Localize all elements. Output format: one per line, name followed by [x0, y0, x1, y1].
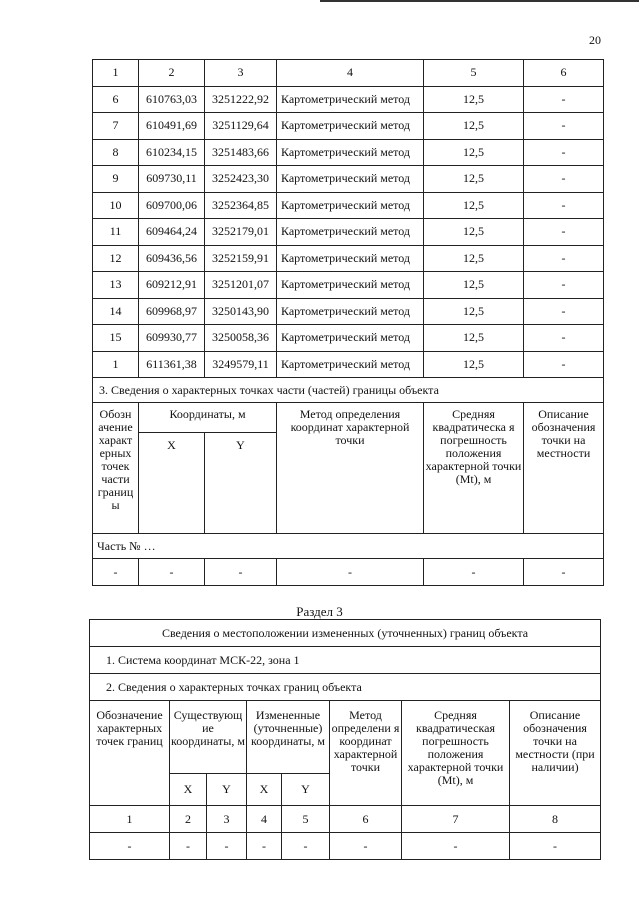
dash-cell: -	[330, 833, 402, 860]
dash-cell: -	[93, 559, 139, 586]
number-cell: 4	[247, 806, 282, 833]
header-cell: 5	[424, 60, 524, 87]
description-cell: -	[524, 192, 604, 219]
col-accuracy-header: Средняя квадратическая погрешность положения характерной точки (Mt), м	[402, 701, 510, 806]
table-row	[93, 139, 604, 166]
accuracy-cell: 12,5	[424, 272, 524, 299]
coordinate-system: 1. Система координат МСК-22, зона 1	[90, 647, 601, 674]
col-description-header: Описание обозначения точки на местности	[524, 403, 604, 534]
accuracy-cell: 12,5	[424, 325, 524, 352]
part-label: Часть № …	[93, 534, 604, 559]
point-number-cell: 12	[93, 245, 139, 272]
coord-x-cell: 609212,91	[139, 272, 205, 299]
table-row	[93, 245, 604, 272]
point-number-cell: 13	[93, 272, 139, 299]
col-x-header: X	[139, 433, 205, 534]
method-cell: Картометрический метод	[277, 192, 424, 219]
method-cell: Картометрический метод	[277, 325, 424, 352]
accuracy-cell: 12,5	[424, 192, 524, 219]
table-row	[93, 351, 604, 378]
description-cell: -	[524, 86, 604, 113]
accuracy-cell: 12,5	[424, 139, 524, 166]
col-y-existing: Y	[207, 774, 247, 806]
method-cell: Картометрический метод	[277, 245, 424, 272]
dash-cell: -	[510, 833, 601, 860]
accuracy-cell: 12,5	[424, 86, 524, 113]
coord-x-cell: 609436,56	[139, 245, 205, 272]
page-number: 20	[589, 33, 601, 47]
col-description-header: Описание обозначения точки на местности (при наличии)	[510, 701, 601, 806]
col-designation-header: Обозн ачение характ ерных точек части границ ы	[93, 403, 139, 534]
coord-x-cell: 609968,97	[139, 298, 205, 325]
dash-cell: -	[247, 833, 282, 860]
description-cell: -	[524, 113, 604, 140]
col-y-header: Y	[205, 433, 277, 534]
method-cell: Картометрический метод	[277, 113, 424, 140]
number-cell: 3	[207, 806, 247, 833]
col-x-existing: X	[170, 774, 207, 806]
description-cell: -	[524, 166, 604, 193]
description-cell: -	[524, 245, 604, 272]
col-designation-header: Обозначение характерных точек границ	[90, 701, 170, 806]
table-row	[93, 113, 604, 140]
coord-y-cell: 3249579,11	[205, 351, 277, 378]
dash-cell: -	[277, 559, 424, 586]
dash-cell: -	[402, 833, 510, 860]
point-number-cell: 1	[93, 351, 139, 378]
point-number-cell: 11	[93, 219, 139, 246]
table-row	[93, 166, 604, 193]
description-cell: -	[524, 298, 604, 325]
column-numbers-row	[90, 806, 601, 833]
number-cell: 5	[282, 806, 330, 833]
accuracy-cell: 12,5	[424, 113, 524, 140]
col-y-changed: Y	[282, 774, 330, 806]
description-cell: -	[524, 272, 604, 299]
method-cell: Картометрический метод	[277, 86, 424, 113]
empty-dash-row	[90, 833, 601, 860]
point-number-cell: 8	[93, 139, 139, 166]
accuracy-cell: 12,5	[424, 166, 524, 193]
col-x-changed: X	[247, 774, 282, 806]
table-header-row	[93, 60, 604, 87]
col-coords-header: Координаты, м	[139, 403, 277, 433]
dash-cell: -	[524, 559, 604, 586]
razdel3-heading: Раздел 3	[296, 604, 343, 619]
dash-cell: -	[207, 833, 247, 860]
header-cell: 1	[93, 60, 139, 87]
coord-y-cell: 3251201,07	[205, 272, 277, 299]
table-row	[93, 298, 604, 325]
dash-cell: -	[90, 833, 170, 860]
dash-cell: -	[170, 833, 207, 860]
method-cell: Картометрический метод	[277, 219, 424, 246]
coord-x-cell: 611361,38	[139, 351, 205, 378]
coord-y-cell: 3252364,85	[205, 192, 277, 219]
empty-dash-row	[93, 559, 604, 586]
description-cell: -	[524, 325, 604, 352]
header-cell: 3	[205, 60, 277, 87]
section3-title: 3. Сведения о характерных точках части (частей) границы объекта	[93, 378, 604, 403]
coord-x-cell: 610763,03	[139, 86, 205, 113]
points-title: 2. Сведения о характерных точках границ объекта	[90, 674, 601, 701]
col-method-header: Метод определения координат характерной точки	[277, 403, 424, 534]
header-cell: 4	[277, 60, 424, 87]
method-cell: Картометрический метод	[277, 166, 424, 193]
coord-x-cell: 610491,69	[139, 113, 205, 140]
header-cell: 2	[139, 60, 205, 87]
table-row	[93, 325, 604, 352]
accuracy-cell: 12,5	[424, 298, 524, 325]
accuracy-cell: 12,5	[424, 351, 524, 378]
coord-y-cell: 3252179,01	[205, 219, 277, 246]
razdel3-title: Сведения о местоположении измененных (уточненных) границ объекта	[90, 620, 601, 647]
top-border-line	[320, 0, 639, 2]
table-row	[93, 192, 604, 219]
table-row	[93, 219, 604, 246]
number-cell: 2	[170, 806, 207, 833]
point-number-cell: 7	[93, 113, 139, 140]
coord-x-cell: 609700,06	[139, 192, 205, 219]
point-number-cell: 9	[93, 166, 139, 193]
accuracy-cell: 12,5	[424, 245, 524, 272]
table-row	[93, 272, 604, 299]
section3-block	[93, 378, 604, 586]
coord-y-cell: 3251483,66	[205, 139, 277, 166]
col-changed-header: Измененные (уточненные) координаты, м	[247, 701, 330, 774]
coord-y-cell: 3250058,36	[205, 325, 277, 352]
point-number-cell: 14	[93, 298, 139, 325]
header-cell: 6	[524, 60, 604, 87]
coord-x-cell: 609930,77	[139, 325, 205, 352]
dash-cell: -	[282, 833, 330, 860]
number-cell: 6	[330, 806, 402, 833]
accuracy-cell: 12,5	[424, 219, 524, 246]
coord-x-cell: 610234,15	[139, 139, 205, 166]
table-row	[93, 86, 604, 113]
coord-y-cell: 3250143,90	[205, 298, 277, 325]
col-existing-header: Существующ ие координаты, м	[170, 701, 247, 774]
method-cell: Картометрический метод	[277, 351, 424, 378]
number-cell: 1	[90, 806, 170, 833]
dash-cell: -	[205, 559, 277, 586]
point-number-cell: 10	[93, 192, 139, 219]
coord-y-cell: 3251222,92	[205, 86, 277, 113]
point-number-cell: 6	[93, 86, 139, 113]
coordinates-table	[92, 59, 604, 586]
changed-boundaries-table	[89, 619, 601, 860]
dash-cell: -	[424, 559, 524, 586]
point-number-cell: 15	[93, 325, 139, 352]
method-cell: Картометрический метод	[277, 272, 424, 299]
description-cell: -	[524, 139, 604, 166]
number-cell: 8	[510, 806, 601, 833]
number-cell: 7	[402, 806, 510, 833]
coord-x-cell: 609730,11	[139, 166, 205, 193]
method-cell: Картометрический метод	[277, 298, 424, 325]
description-cell: -	[524, 219, 604, 246]
coord-y-cell: 3251129,64	[205, 113, 277, 140]
coord-y-cell: 3252423,30	[205, 166, 277, 193]
description-cell: -	[524, 351, 604, 378]
dash-cell: -	[139, 559, 205, 586]
coordinates-table-body	[93, 60, 604, 378]
coord-y-cell: 3252159,91	[205, 245, 277, 272]
method-cell: Картометрический метод	[277, 139, 424, 166]
col-accuracy-header: Средняя квадратическа я погрешность положения характерной точки (Mt), м	[424, 403, 524, 534]
col-method-header: Метод определени я координат характерной точки	[330, 701, 402, 806]
coord-x-cell: 609464,24	[139, 219, 205, 246]
